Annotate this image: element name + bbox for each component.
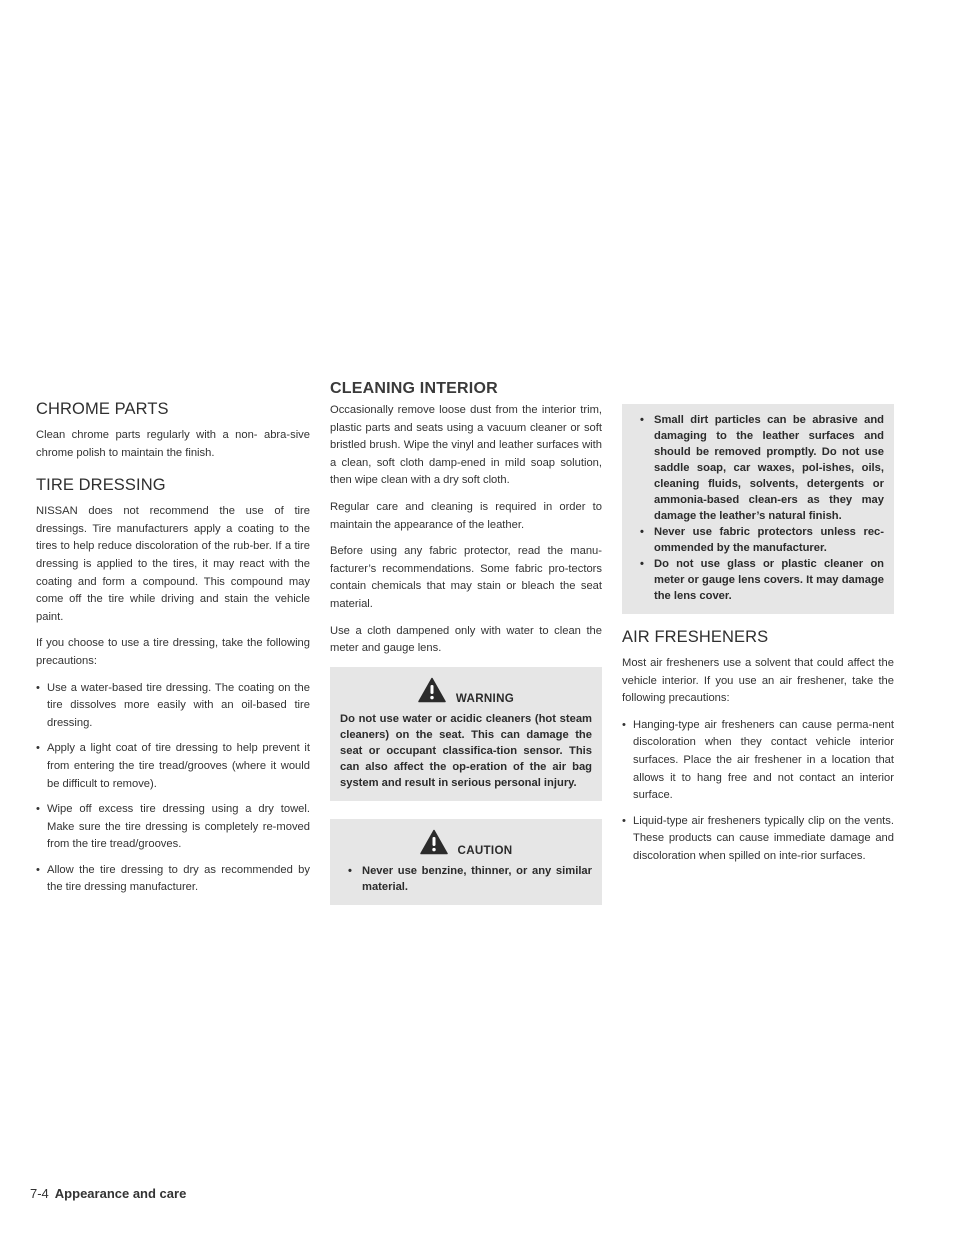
list-item: • Small dirt particles can be abrasive and damaging to the leather surfaces and should be removed promptly. Do not use saddle soap, car waxes, pol-ishes, oils, cleaning fluids, solvents, detergents or ammonia-based clean-ers as they may damage the leather’s natural finish. [632,412,884,524]
tire-dressing-paragraph-1: NISSAN does not recommend the use of tire dressings. Tire manufacturers apply a coating to the tires to help reduce discoloration of the rub-ber. If a tire dressing is applied to the tires, it may react with the coating and form a compound. This compound may come off the tire while driving and stain the vehicle paint. [36,505,310,623]
caution-list-continued [632,412,884,604]
caution-box [330,819,602,905]
caution-list [340,863,592,895]
air-fresheners-heading: AIR FRESHENERS [622,628,769,646]
caution-title [340,829,592,857]
warning-title [340,677,592,705]
list-item: • Never use benzine, thinner, or any similar material. [340,863,592,895]
tire-dressing-precautions [36,680,310,898]
list-item: • Hanging-type air fresheners can cause perma-nent discoloration when they contact vehicle interior surfaces. Place the air freshener in a location that allows it to hang free and not contact an interior surface. [622,717,894,805]
warning-text: Do not use water or acidic cleaners (hot steam cleaners) on the seat. This can damage the seat or occupant classifica-tion sensor. This can also affect the op-eration of the air bag system and result in serious personal injury. [340,712,592,789]
list-item: • Wipe off excess tire dressing using a dry towel. Make sure the tire dressing is completely re-moved from the tire tread/grooves. [36,801,310,854]
tire-dressing-heading: TIRE DRESSING [36,476,166,495]
caution-label: CAUTION [457,843,513,857]
air-fresheners-paragraph: Most air fresheners use a solvent that could affect the vehicle interior. If you use an air freshener, take the following precautions: [622,657,894,705]
caution-triangle-icon [420,829,448,855]
list-item: • Use a water-based tire dressing. The coating on the tire dissolves more easily with an oil-based tire dressing. [36,680,310,733]
chrome-parts-text: Clean chrome parts regularly with a non- abra-sive chrome polish to maintain the finish. [36,429,310,459]
cleaning-interior-paragraph-2: Regular care and cleaning is required in order to maintain the appearance of the leather. [330,500,602,531]
cleaning-interior-paragraph-4: Use a cloth dampened only with water to clean the meter and gauge lens. [330,624,602,655]
warning-triangle-icon [418,677,446,703]
cleaning-interior-paragraph-3: Before using any fabric protector, read the manu-facturer’s recommendations. Some fabric pro-tectors contain chemicals that may stain or bleach the seat material. [330,545,602,610]
warning-box [330,667,602,801]
air-fresheners-precautions [622,717,894,866]
page-number: 7-4 [30,1186,49,1201]
list-item: • Apply a light coat of tire dressing to help prevent it from entering the tire tread/grooves (where it would be difficult to remove). [36,740,310,793]
cleaning-interior-paragraph-1: Occasionally remove loose dust from the interior trim, plastic parts and seats using a vacuum cleaner or soft bristled brush. Wipe the vinyl and leather surfaces with a clean, soft cloth damp-ened in mild soap solution, then wipe clean with a dry soft cloth. [330,404,602,487]
list-item: • Liquid-type air fresheners typically clip on the vents. These products can cause immediate damage and discoloration when spilled on inte-rior surfaces. [622,813,894,866]
column-right [622,404,894,875]
chrome-parts-heading: CHROME PARTS [36,400,169,418]
column-middle [330,380,602,919]
cleaning-interior-heading: CLEANING INTERIOR [330,380,498,397]
list-item: • Allow the tire dressing to dry as recommended by the tire dressing manufacturer. [36,862,310,897]
column-left [36,400,310,906]
caution-box-continued [622,404,894,614]
list-item: • Do not use glass or plastic cleaner on meter or gauge lens covers. It may damage the lens cover. [632,556,884,604]
section-title: Appearance and care [54,1186,187,1201]
list-item: • Never use fabric protectors unless rec-ommended by the manufacturer. [632,524,884,556]
page-footer [30,1186,186,1201]
tire-dressing-paragraph-2: If you choose to use a tire dressing, take the following precautions: [36,637,310,667]
warning-label: WARNING [455,691,515,705]
